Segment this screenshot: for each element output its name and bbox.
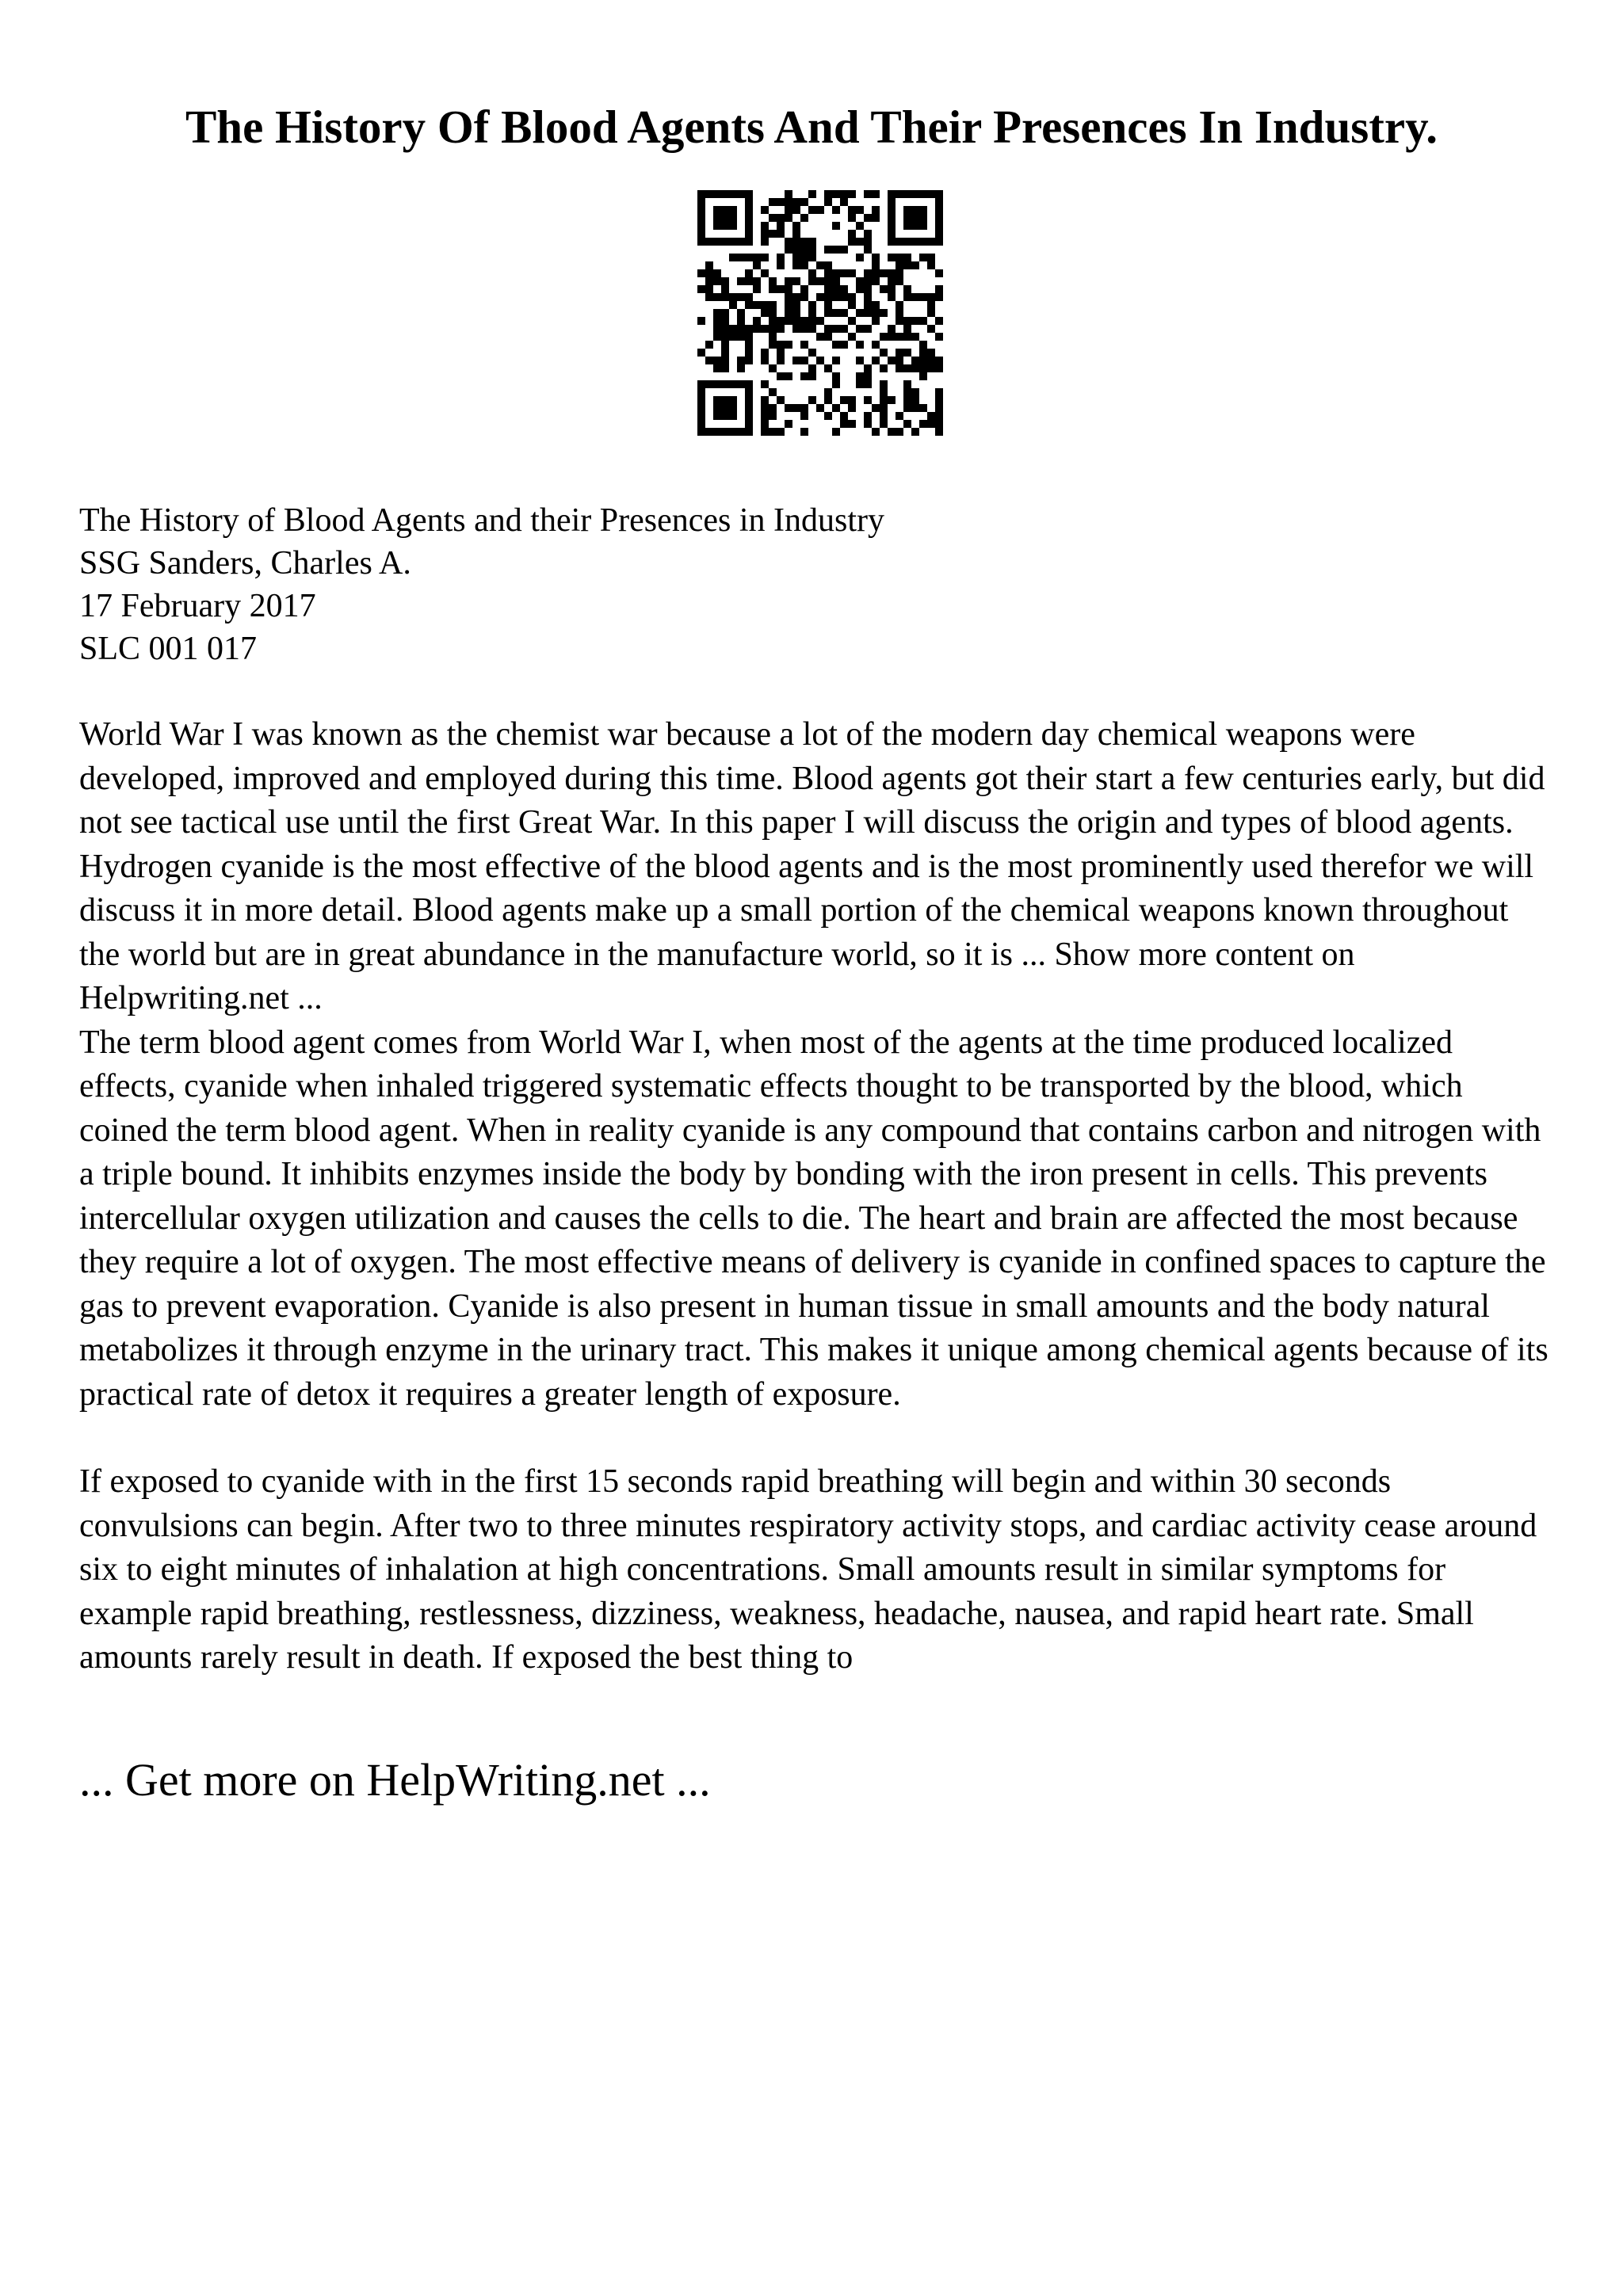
course-code: SLC 001 017 <box>79 631 258 667</box>
document-subtitle: The History of Blood Agents and their Presences in Industry <box>79 502 884 539</box>
qr-code-graphic <box>697 190 943 436</box>
paragraph-exposure-symptoms: If exposed to cyanide with in the first 15 seconds rapid breathing will begin and within 30 seconds convulsions can begin. After two to three minutes respiratory activity stops, and cardiac activity cease around six to eight minutes of inhalation at high concentrations. Small amounts result in similar symptoms for example rapid breathing, restlessness, dizziness, weakness, headache, nausea, and rapid heart rate. Small amounts rarely result in death. If exposed the best thing to <box>79 1463 1537 1676</box>
qr-code-icon <box>697 190 943 436</box>
document-date: 17 February 2017 <box>79 588 316 624</box>
document-meta <box>79 499 1553 670</box>
author-name: SSG Sanders, Charles A. <box>79 545 411 582</box>
article-body <box>79 713 1553 1680</box>
get-more-link[interactable]: ... Get more on HelpWriting.net ... <box>79 1754 711 1806</box>
paragraph-term-origin: The term blood agent comes from World War I, when most of the agents at the time produced localized effects, cyanide when inhaled triggered systematic effects thought to be transported by the blood, which coined the term blood agent. When in reality cyanide is any compound that contains carbon and nitrogen with a triple bound. It inhibits enzymes inside the body by bonding with the iron present in cells. This prevents intercellular oxygen utilization and causes the cells to die. The heart and brain are affected the most because they require a lot of oxygen. The most effective means of delivery is cyanide in confined spaces to capture the gas to prevent evaporation. Cyanide is also present in human tissue in small amounts and the body natural metabolizes it through enzyme in the urinary tract. This makes it unique among chemical agents because of its practical rate of detox it requires a greater length of exposure. <box>79 1024 1549 1413</box>
paragraph-intro: World War I was known as the chemist war because a lot of the modern day chemical weapons were developed, improved and employed during this time. Blood agents got their start a few centuries early, but did not see tactical use until the first Great War. In this paper I will discuss the origin and types of blood agents. Hydrogen cyanide is the most effective of the blood agents and is the most prominently used therefor we will discuss it in more detail. Blood agents make up a small portion of the chemical weapons known throughout the world but are in great abundance in the manufacture world, so it is ... Show more content on Helpwriting.net ... <box>79 716 1545 1016</box>
page-title: The History Of Blood Agents And Their Presences In Industry. <box>185 101 1438 153</box>
